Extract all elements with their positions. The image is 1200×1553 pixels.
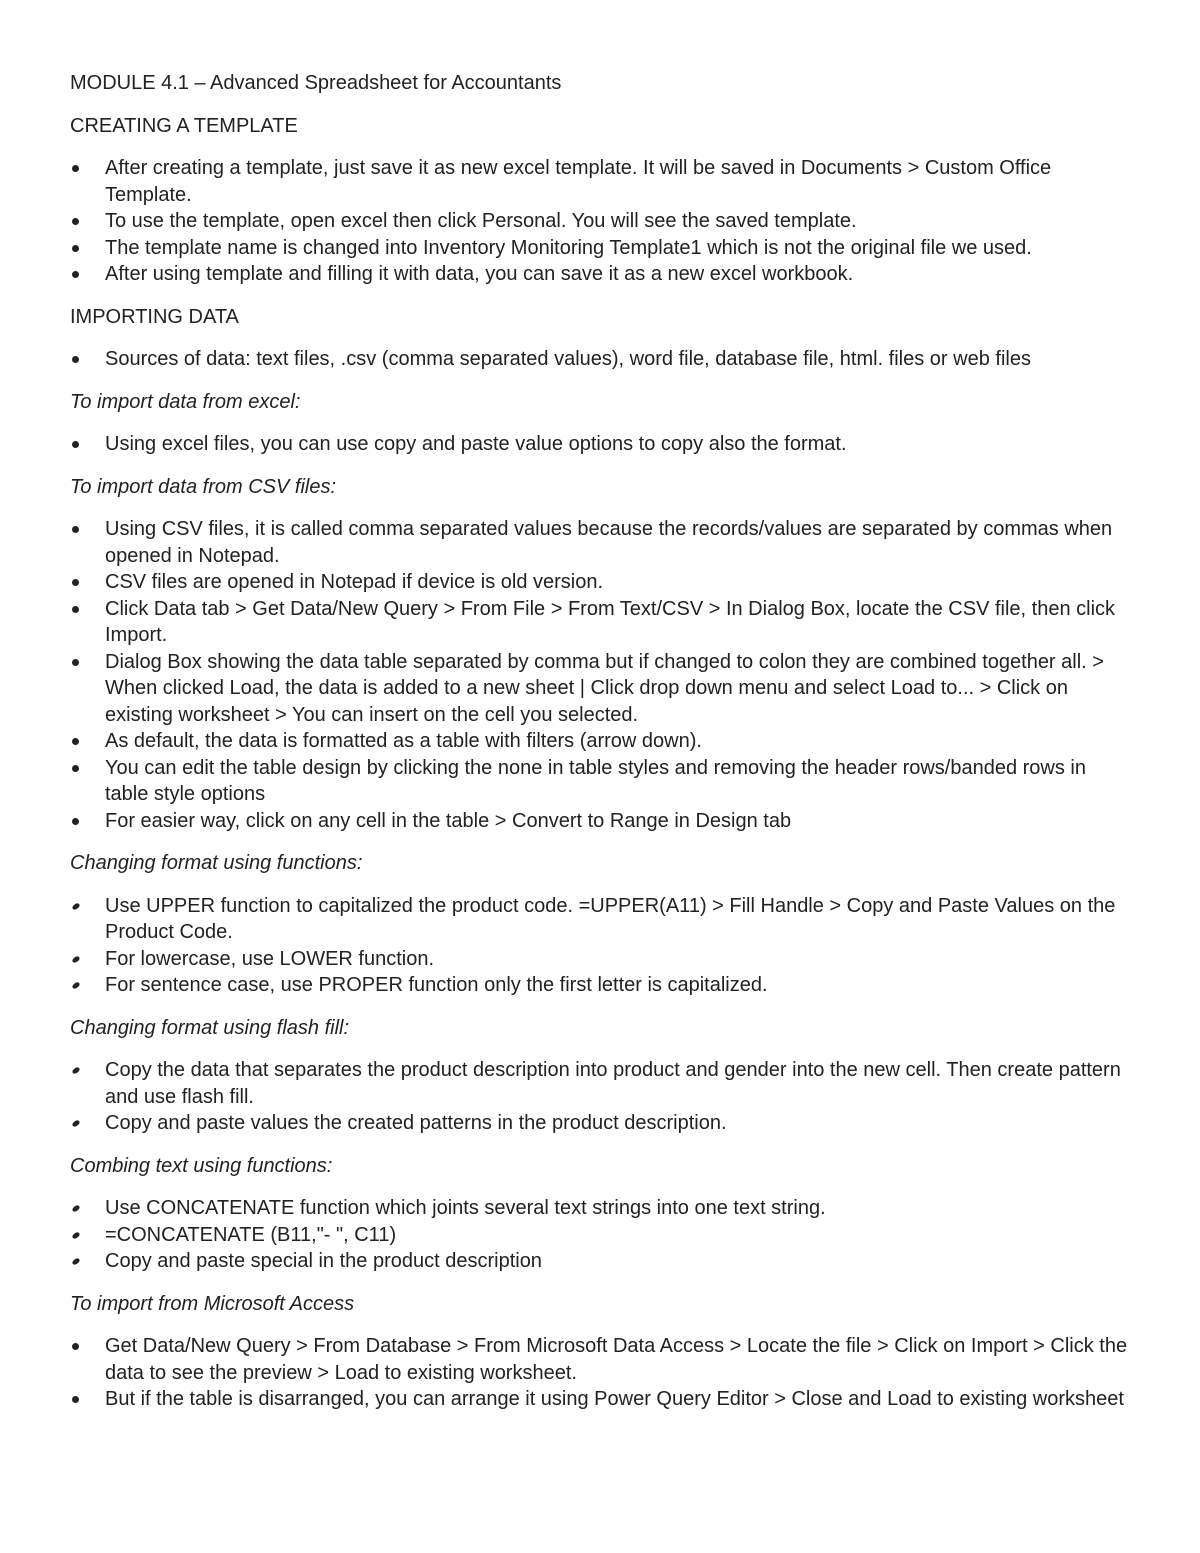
bullet-icon (71, 955, 80, 964)
list-item: Click Data tab > Get Data/New Query > From File > From Text/CSV > In Dialog Box, locate the CSV file, then click Import. (70, 596, 1132, 649)
bullet-icon (72, 1343, 79, 1350)
subheading-import-from-excel: To import data from excel: (70, 390, 301, 413)
list-item: You can edit the table design by clicking the none in table styles and removing the header rows/banded rows in table style options (70, 755, 1132, 808)
document-page (70, 70, 1132, 1429)
section-heading-creating-template: CREATING A TEMPLATE (70, 114, 298, 137)
list-item: Copy and paste special in the product description (70, 1248, 1132, 1275)
bullet-icon (72, 818, 79, 825)
bullet-icon (72, 245, 79, 252)
list-item: For sentence case, use PROPER function only the first letter is capitalized. (70, 972, 1132, 999)
bullet-icon (72, 356, 79, 363)
bullet-icon (72, 659, 79, 666)
list-item: =CONCATENATE (B11,"- ", C11) (70, 1222, 1132, 1249)
list-item: Using excel files, you can use copy and paste value options to copy also the format. (70, 431, 1132, 458)
list-item: As default, the data is formatted as a table with filters (arrow down). (70, 728, 1132, 755)
list-item: Use UPPER function to capitalized the product code. =UPPER(A11) > Fill Handle > Copy and Paste Values on the Product Code. (70, 893, 1132, 946)
list-item: Copy the data that separates the product description into product and gender into the new cell. Then create pattern and use flash fill. (70, 1057, 1132, 1110)
bullet-icon (72, 441, 79, 448)
bullet-icon (72, 765, 79, 772)
bullet-icon (72, 165, 79, 172)
list-item: Copy and paste values the created patterns in the product description. (70, 1110, 1132, 1137)
subheading-import-access: To import from Microsoft Access (70, 1292, 355, 1315)
bullet-icon (71, 1257, 80, 1266)
bullet-icon (72, 526, 79, 533)
bullet-list-creating-template (70, 155, 1132, 288)
list-item: The template name is changed into Inventory Monitoring Template1 which is not the original file we used. (70, 235, 1132, 262)
list-item: Sources of data: text files, .csv (comma separated values), word file, database file, html. files or web files (70, 346, 1132, 373)
bullet-list-import-from-excel (70, 431, 1132, 458)
list-item: For lowercase, use LOWER function. (70, 946, 1132, 973)
list-item: After creating a template, just save it as new excel template. It will be saved in Documents > Custom Office Template. (70, 155, 1132, 208)
bullet-list-import-access (70, 1333, 1132, 1413)
bullet-list-format-functions (70, 893, 1132, 999)
list-item: Using CSV files, it is called comma separated values because the records/values are separated by commas when opened in Notepad. (70, 516, 1132, 569)
bullet-icon (72, 218, 79, 225)
bullet-icon (71, 902, 80, 911)
bullet-icon (71, 1231, 80, 1240)
list-item: Dialog Box showing the data table separated by comma but if changed to colon they are combined together all. > When clicked Load, the data is added to a new sheet | Click drop down menu and select Load to... > Click on existing worksheet > You can insert on the cell you selected. (70, 649, 1132, 729)
list-item: Use CONCATENATE function which joints several text strings into one text string. (70, 1195, 1132, 1222)
bullet-icon (71, 981, 80, 990)
subheading-combining-text: Combing text using functions: (70, 1154, 333, 1177)
bullet-icon (72, 1396, 79, 1403)
subheading-import-from-csv: To import data from CSV files: (70, 475, 337, 498)
bullet-icon (71, 1119, 80, 1128)
bullet-icon (72, 579, 79, 586)
bullet-icon (72, 271, 79, 278)
list-item: But if the table is disarranged, you can arrange it using Power Query Editor > Close and Load to existing worksheet (70, 1386, 1132, 1413)
list-item: Get Data/New Query > From Database > From Microsoft Data Access > Locate the file > Click on Import > Click the data to see the preview > Load to existing worksheet. (70, 1333, 1132, 1386)
list-item: For easier way, click on any cell in the table > Convert to Range in Design tab (70, 808, 1132, 835)
list-item: To use the template, open excel then click Personal. You will see the saved template. (70, 208, 1132, 235)
subheading-format-functions: Changing format using functions: (70, 852, 363, 874)
bullet-icon (71, 1204, 80, 1213)
bullet-icon (71, 1066, 80, 1075)
subheading-flash-fill: Changing format using flash fill: (70, 1016, 350, 1039)
bullet-icon (72, 606, 79, 613)
section-heading-importing-data: IMPORTING DATA (70, 305, 239, 328)
list-item: After using template and filling it with data, you can save it as a new excel workbook. (70, 261, 1132, 288)
bullet-list-combining-text (70, 1195, 1132, 1275)
bullet-icon (72, 738, 79, 745)
document-title: MODULE 4.1 – Advanced Spreadsheet for Accountants (70, 72, 562, 94)
list-item: CSV files are opened in Notepad if device is old version. (70, 569, 1132, 596)
bullet-list-importing-data (70, 346, 1132, 373)
bullet-list-import-from-csv (70, 516, 1132, 834)
bullet-list-flash-fill (70, 1057, 1132, 1137)
